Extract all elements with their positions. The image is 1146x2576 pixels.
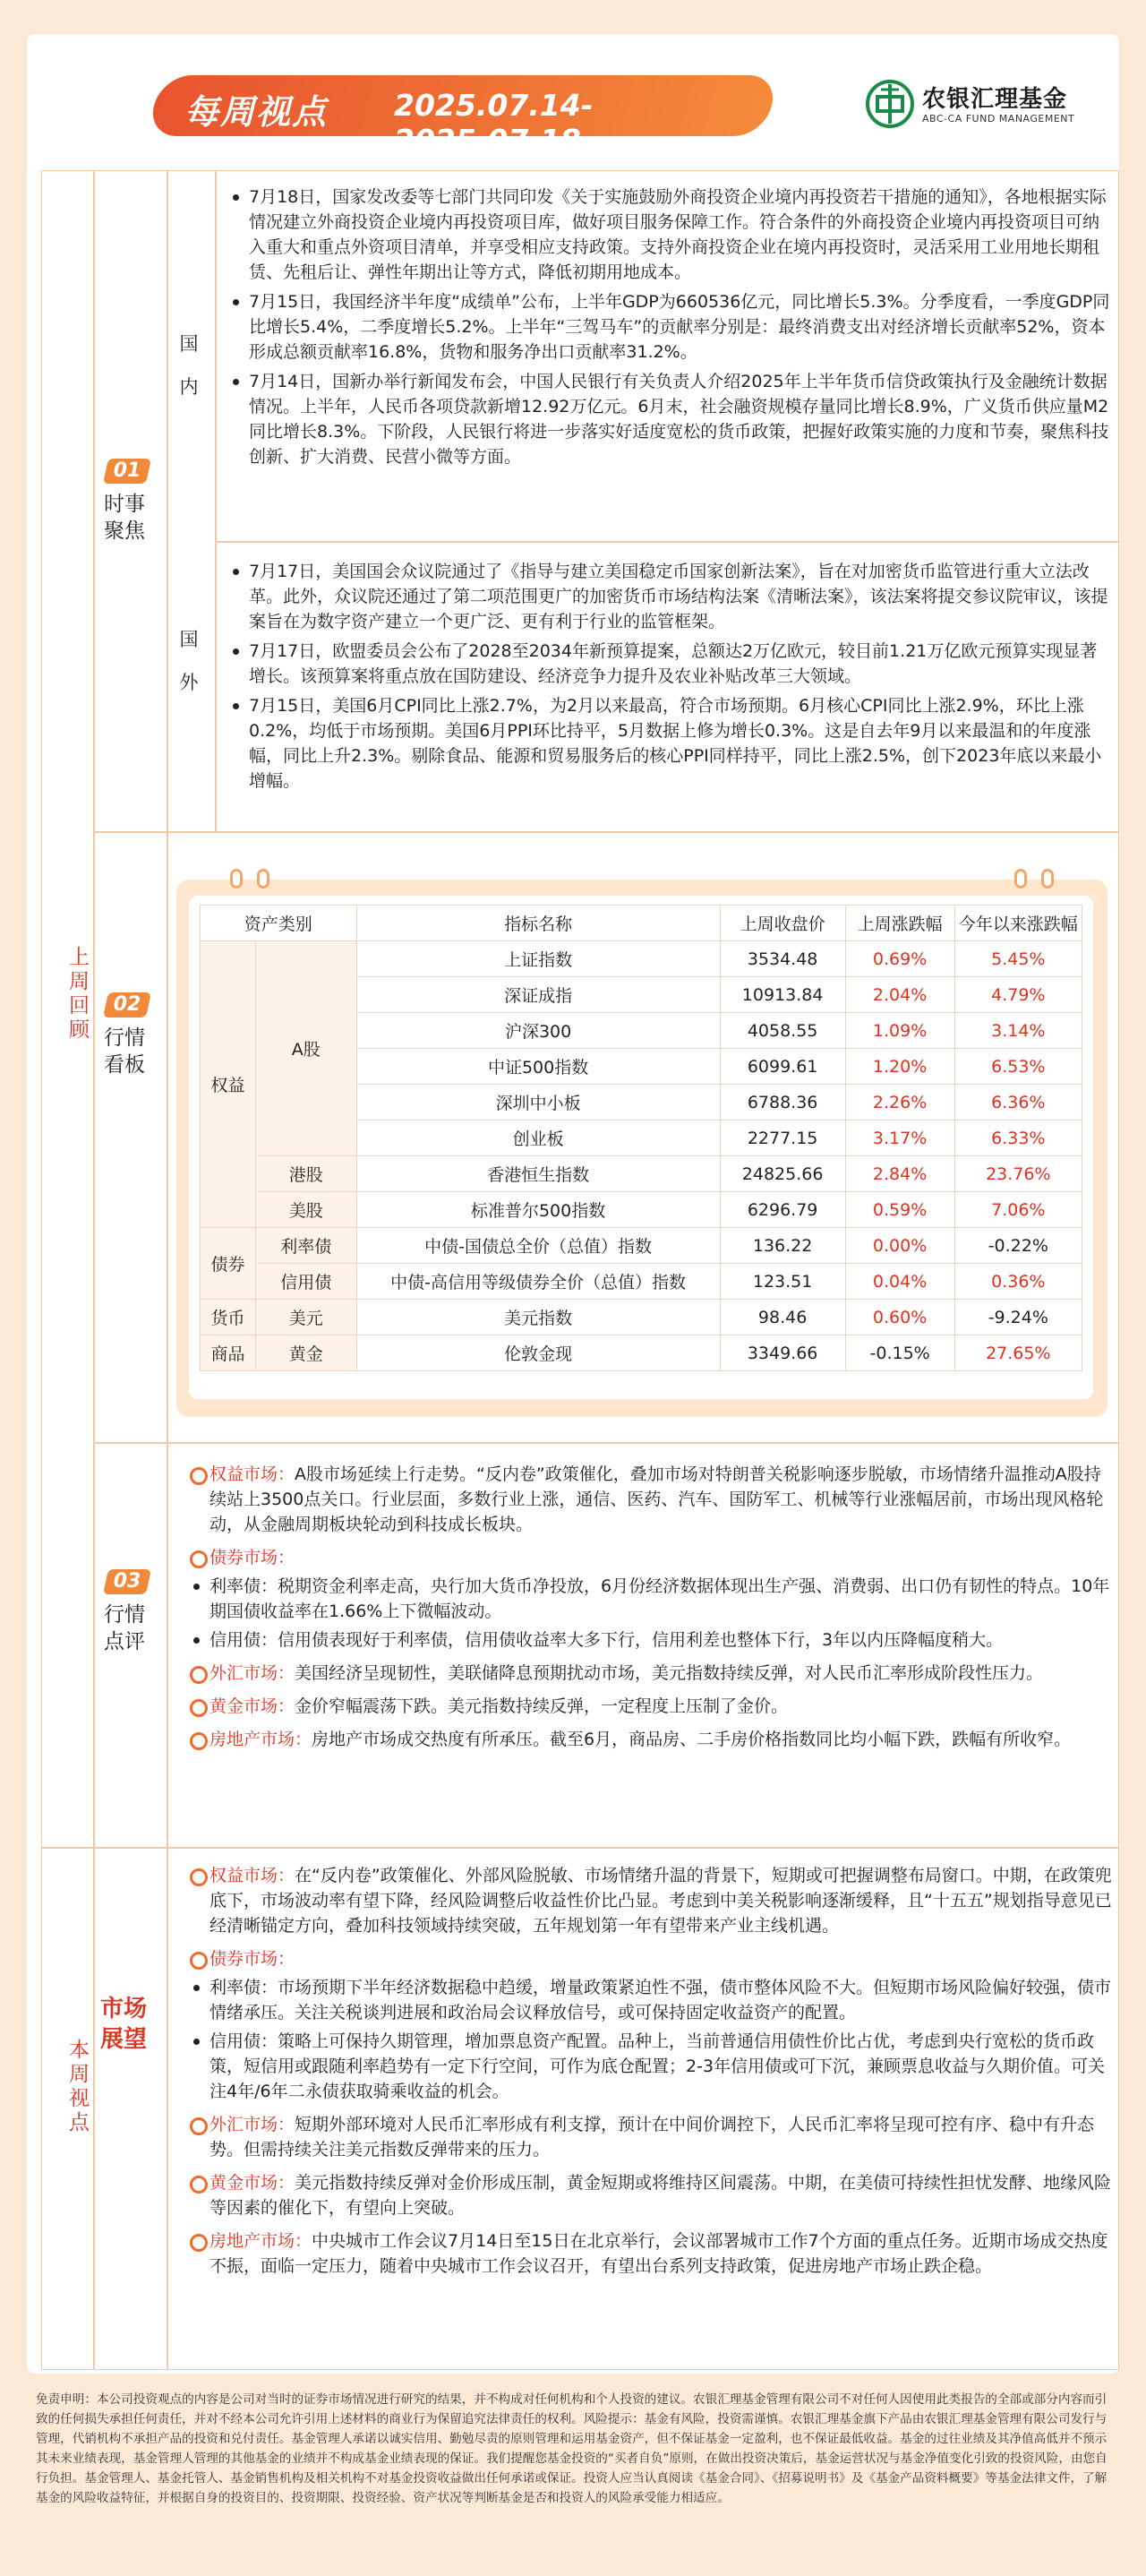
abc-logo-icon	[865, 79, 915, 129]
row-close: 6099.61	[720, 1049, 845, 1085]
row-name: 伦敦金现	[356, 1335, 720, 1371]
outlook-rate: 利率债：市场预期下半年经济数据稳中趋缓，增量政策紧迫性不强，债市整体风险不大。但短期市场风险偏好较强，债市情绪承压。关注关税谈判进展和政治局会议释放信号，或可保持固定收益资产的配置。	[186, 1975, 1113, 2025]
row-week: 0.59%	[845, 1192, 954, 1228]
market-table	[200, 905, 1082, 1371]
company-logo	[865, 77, 1094, 134]
row-close: 4058.55	[720, 1013, 845, 1049]
row-week: 2.04%	[845, 977, 954, 1013]
cat-fx: 货币	[201, 1300, 256, 1335]
row-week: 1.09%	[845, 1013, 954, 1049]
cat-comm: 商品	[201, 1335, 256, 1371]
row-name: 中债-高信用等级债券全价（总值）指数	[356, 1264, 720, 1300]
table-row	[201, 1156, 1082, 1192]
row-ytd: 5.45%	[954, 941, 1082, 977]
row-close: 10913.84	[720, 977, 845, 1013]
row-week: 0.69%	[845, 941, 954, 977]
date-range: 2025.07.14-2025.07.18	[394, 88, 594, 158]
table-row	[201, 1192, 1082, 1228]
row-name: 创业板	[356, 1121, 720, 1156]
divider	[93, 170, 95, 2370]
row-close: 6788.36	[720, 1085, 845, 1121]
row-week: 0.60%	[845, 1300, 954, 1335]
row-week: 1.20%	[845, 1049, 954, 1085]
disclaimer: 免责申明：本公司投资观点的内容是公司对当时的证券市场情况进行研究的结果，并不构成对任何机构和个人投资的建议。农银汇理基金管理有限公司不对任何人因使用此类报告的全部或部分内容而引致的任何损失承担任何责任，并对不经本公司允许引用上述材料的商业行为保留追究法律责任的权利。风险提示：基金有风险，投资需谨慎。农银汇理基金旗下产品由农银汇理基金管理有限公司发行与管理，代销机构不承担产品的投资和兑付责任。基金管理人承诺以诚实信用、勤勉尽责的原则管理和运用基金资产，但不保证基金一定盈利，也不保证最低收益。基金的过往业绩及其净值高低并不预示其未来业绩表现，基金管理人管理的其他基金的业绩并不构成基金业绩表现的保证。我们提醒您基金投资的“买者自负”原则，在做出投资决策后，基金运营状况与基金净值变化引致的投资风险，由您自行负担。基金管理人、基金托管人、基金销售机构及相关机构不对基金投资收益做出任何承诺或保证。投资人应当认真阅读《基金合同》、《招募说明书》及《基金产品资料概要》等基金法律文件，了解基金的风险收益特征，并根据自身的投资目的、投资期限、投资经验、资产状况等判断基金是否和投资人的风险承受能力相适应。	[36, 2392, 1108, 2505]
row-name: 深证成指	[356, 977, 720, 1013]
sub-label-foreign: 国外	[179, 629, 199, 693]
row-ytd: 23.76%	[954, 1156, 1082, 1192]
section-label-market: 行情看板	[104, 1026, 145, 1077]
comment-fx: 外汇市场：美国经济呈现韧性，美联储降息预期扰动市场，美元指数持续反弹，对人民币汇率形成阶段性压力。	[186, 1661, 1113, 1686]
table-row	[201, 1228, 1082, 1264]
row-close: 24825.66	[720, 1156, 845, 1192]
row-ytd: -9.24%	[954, 1300, 1082, 1335]
comment-gold: 黄金市场：金价窄幅震荡下跌。美元指数持续反弹，一定程度上压制了金价。	[186, 1694, 1113, 1719]
row-ytd: 7.06%	[954, 1192, 1082, 1228]
news-item: 7月17日，美国国会众议院通过了《指导与建立美国稳定币国家创新法案》，旨在对加密货币监管进行重大立法改革。此外，众议院还通过了第二项范围更广的加密货币市场结构法案《清晰法案》，该法案将提交参议院审议，该提案旨在为数字资产建立一个更广泛、更有利于行业的监管框架。	[229, 559, 1111, 634]
page-title: 每周视点	[184, 92, 329, 132]
cat-us: 美股	[256, 1192, 357, 1228]
th-close: 上周收盘价	[720, 906, 845, 941]
ring-decoration	[257, 869, 269, 889]
market-comment	[186, 1462, 1113, 1760]
table-row	[201, 941, 1082, 977]
market-outlook	[186, 1863, 1113, 2287]
row-week: 2.26%	[845, 1085, 954, 1121]
ring-decoration	[1041, 869, 1054, 889]
cat-gold: 黄金	[256, 1335, 357, 1371]
row-week: -0.15%	[845, 1335, 954, 1371]
row-week: 2.84%	[845, 1156, 954, 1192]
section-label-outlook: 市场展望	[100, 1996, 148, 2053]
row-close: 3349.66	[720, 1335, 845, 1371]
ring-decoration	[230, 869, 243, 889]
row-close: 136.22	[720, 1228, 845, 1264]
divider	[167, 170, 168, 2370]
section-label-last-week: 上周回顾	[65, 946, 89, 1043]
cat-bond: 债券	[201, 1228, 256, 1300]
badge-02: 02	[103, 992, 151, 1018]
row-ytd: 3.14%	[954, 1013, 1082, 1049]
badge-03: 03	[103, 1569, 151, 1594]
comment-bond: 债券市场： 利率债：税期资金利率走高，央行加大货币净投放，6月份经济数据体现出生产强、消费弱、出口仍有韧性的特点。10年期国债收益率在1.66%上下微幅波动。 信用债：信用债表现好于利率债，信用债收益率大多下行，信用利差也整体下行，3年以内压降幅度稍大。	[186, 1545, 1113, 1653]
divider	[93, 831, 1119, 833]
row-name: 上证指数	[356, 941, 720, 977]
badge-01: 01	[103, 459, 151, 484]
ring-decoration	[1014, 869, 1027, 889]
section-label-comment: 行情点评	[104, 1603, 145, 1653]
domestic-news-list	[229, 185, 1111, 474]
comment-equity: 权益市场：A股市场延续上行走势。“反内卷”政策催化，叠加市场对特朗普关税影响逐步脱敏，市场情绪升温推动A股持续站上3500点关口。行业层面，多数行业上涨，通信、医药、汽车、国防军工、机械等行业涨幅居前，市场出现风格轮动，从金融周期板块轮动到科技成长板块。	[186, 1462, 1113, 1537]
row-ytd: 4.79%	[954, 977, 1082, 1013]
row-name: 香港恒生指数	[356, 1156, 720, 1192]
row-name: 标准普尔500指数	[356, 1192, 720, 1228]
row-name: 沪深300	[356, 1013, 720, 1049]
row-name: 中证500指数	[356, 1049, 720, 1085]
divider	[215, 170, 217, 831]
row-name: 中债-国债总全价（总值）指数	[356, 1228, 720, 1264]
th-asset-class: 资产类别	[201, 906, 357, 941]
row-close: 2277.15	[720, 1121, 845, 1156]
header-banner	[154, 75, 772, 158]
outlook-fx: 外汇市场：短期外部环境对人民币汇率形成有利支撑，预计在中间价调控下，人民币汇率将呈现可控有序、稳中有升态势。但需持续关注美元指数反弹带来的压力。	[186, 2112, 1113, 2162]
cat-hk: 港股	[256, 1156, 357, 1192]
cat-ashare: A股	[256, 941, 357, 1156]
th-indicator: 指标名称	[356, 906, 720, 941]
comment-realestate: 房地产市场：房地产市场成交热度有所承压。截至6月，商品房、二手房价格指数同比均小幅下跌，跌幅有所收窄。	[186, 1727, 1113, 1752]
comment-credit: 信用债：信用债表现好于利率债，信用债收益率大多下行，信用利差也整体下行，3年以内压降幅度稍大。	[186, 1627, 1113, 1653]
market-table-inner	[189, 896, 1093, 1399]
logo-text-cn: 农银汇理基金	[922, 86, 1068, 113]
row-ytd: 27.65%	[954, 1335, 1082, 1371]
outlook-bond: 债券市场： 利率债：市场预期下半年经济数据稳中趋缓，增量政策紧迫性不强，债市整体风险不大。但短期市场风险偏好较强，债市情绪承压。关注关税谈判进展和政治局会议释放信号，或可保持固定收益资产的配置。 信用债：策略上可保持久期管理，增加票息资产配置。品种上，当前普通信用债性价比占优，考虑到央行宽松的货币政策，短信用或跟随利率趋势有一定下行空间，可作为底仓配置；2-3年信用债或可下沉，兼顾票息收益与久期价值。可关注4年/6年二永债获取骑乘收益的机会。	[186, 1946, 1113, 2104]
row-close: 3534.48	[720, 941, 845, 977]
th-week-change: 上周涨跌幅	[845, 906, 954, 941]
news-item: 7月15日，美国6月CPI同比上涨2.7%，为2月以来最高，符合市场预期。6月核心CPI同比上涨2.9%，环比上涨0.2%，均低于市场预期。美国6月PPI环比持平，5月数据上修为增长0.3%。这是自去年9月以来最温和的年度涨幅，同比上升2.3%。剔除食品、能源和贸易服务后的核心PPI同样持平，同比上涨2.5%，创下2023年底以来最小增幅。	[229, 693, 1111, 794]
table-row	[201, 1335, 1082, 1371]
row-ytd: 6.36%	[954, 1085, 1082, 1121]
row-week: 0.00%	[845, 1228, 954, 1264]
table-row	[201, 1300, 1082, 1335]
outlook-gold: 黄金市场：美元指数持续反弹对金价形成压制，黄金短期或将维持区间震荡。中期，在美债可持续性担忧发酵、地缘风险等因素的催化下，有望向上突破。	[186, 2170, 1113, 2220]
outlook-equity: 权益市场：在“反内卷”政策催化、外部风险脱敏、市场情绪升温的背景下，短期或可把握调整布局窗口。中期，在政策兜底下，市场波动率有望下降，经风险调整后收益性价比凸显。考虑到中美关税影响逐渐缓释，且“十五五”规划指导意见已经清晰锚定方向，叠加科技领域持续突破，五年规划第一年有望带来产业主线机遇。	[186, 1863, 1113, 1938]
row-ytd: 6.33%	[954, 1121, 1082, 1156]
outlook-realestate: 房地产市场：中央城市工作会议7月14日至15日在北京举行，会议部署城市工作7个方面的重点任务。近期市场成交热度不振，面临一定压力，随着中央城市工作会议召开，有望出台系列支持政策，促进房地产市场止跌企稳。	[186, 2228, 1113, 2279]
section-label-news: 时事聚焦	[104, 493, 145, 543]
row-name: 深圳中小板	[356, 1085, 720, 1121]
cat-credit: 信用债	[256, 1264, 357, 1300]
row-close: 123.51	[720, 1264, 845, 1300]
news-item: 7月17日，欧盟委员会公布了2028至2034年新预算提案，总额达2万亿欧元，较目前1.21万亿欧元预算实现显著增长。该预算案将重点放在国防建设、经济竞争力提升及农业补贴改革三大领域。	[229, 639, 1111, 689]
comment-rate: 利率债：税期资金利率走高，央行加大货币净投放，6月份经济数据体现出生产强、消费弱、出口仍有韧性的特点。10年期国债收益率在1.66%上下微幅波动。	[186, 1574, 1113, 1624]
row-week: 3.17%	[845, 1121, 954, 1156]
divider	[41, 1847, 1119, 1849]
section-label-this-week: 本周视点	[65, 2039, 89, 2135]
row-name: 美元指数	[356, 1300, 720, 1335]
foreign-news-list	[229, 559, 1111, 798]
divider	[93, 1442, 1119, 1444]
logo-text-en: ABC-CA FUND MANAGEMENT	[922, 113, 1075, 125]
table-header-row	[201, 906, 1082, 941]
row-ytd: 6.53%	[954, 1049, 1082, 1085]
sub-label-domestic: 国内	[179, 333, 199, 398]
row-week: 0.04%	[845, 1264, 954, 1300]
news-item: 7月18日，国家发改委等七部门共同印发《关于实施鼓励外商投资企业境内再投资若干措施的通知》，各地根据实际情况建立外商投资企业境内再投资项目库，做好项目服务保障工作。符合条件的外商投资企业境内再投资项目可纳入重大和重点外资项目清单，并享受相应支持政策。支持外商投资企业在境内再投资时，灵活采用工业用地长期租赁、先租后让、弹性年期出让等方式，降低初期用地成本。	[229, 185, 1111, 285]
binder-rings	[176, 869, 1108, 890]
news-item: 7月15日，我国经济半年度“成绩单”公布，上半年GDP为660536亿元，同比增长5.3%。分季度看，一季度GDP同比增长5.4%，二季度增长5.2%。上半年“三驾马车”的贡献率分别是：最终消费支出对经济增长贡献率52%，资本形成总额贡献率16.8%，货物和服务净出口贡献率31.2%。	[229, 289, 1111, 365]
row-close: 98.46	[720, 1300, 845, 1335]
cat-equity: 权益	[201, 941, 256, 1228]
cat-usd: 美元	[256, 1300, 357, 1335]
th-ytd-change: 今年以来涨跌幅	[954, 906, 1082, 941]
table-row	[201, 1264, 1082, 1300]
cat-rate: 利率债	[256, 1228, 357, 1264]
row-ytd: -0.22%	[954, 1228, 1082, 1264]
outlook-credit: 信用债：策略上可保持久期管理，增加票息资产配置。品种上，当前普通信用债性价比占优，考虑到央行宽松的货币政策，短信用或跟随利率趋势有一定下行空间，可作为底仓配置；2-3年信用债或可下沉，兼顾票息收益与久期价值。可关注4年/6年二永债获取骑乘收益的机会。	[186, 2029, 1113, 2104]
market-table-card	[176, 880, 1108, 1417]
news-item: 7月14日，国新办举行新闻发布会，中国人民银行有关负责人介绍2025年上半年货币信贷政策执行及金融统计数据情况。上半年，人民币各项贷款新增12.92万亿元。6月末，社会融资规模存量同比增长8.9%，广义货币供应量M2同比增长8.3%。下阶段，人民银行将进一步落实好适度宽松的货币政策，把握好政策实施的力度和节奏，聚焦科技创新、扩大消费、民营小微等方面。	[229, 369, 1111, 469]
divider	[215, 541, 1119, 543]
row-ytd: 0.36%	[954, 1264, 1082, 1300]
row-close: 6296.79	[720, 1192, 845, 1228]
